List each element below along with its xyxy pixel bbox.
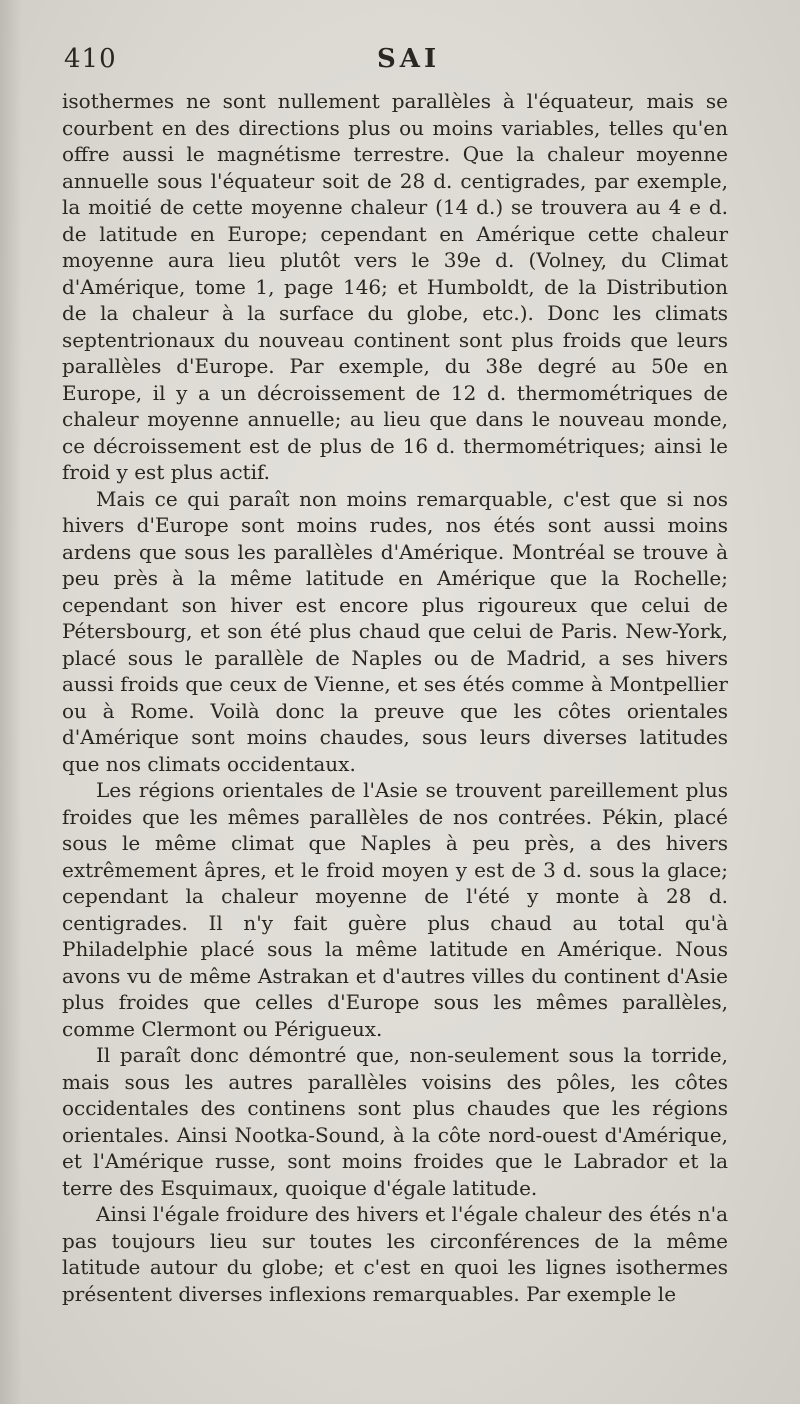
paragraph-2: Mais ce qui paraît non moins remarquable, c'est que si nos hivers d'Europe sont moins rudes, nos étés sont aussi moins ardens que sous les parallèles d'Amérique. Montréal se trouve à peu près à la même latitude en Amérique que la Rochelle; cependant son hiver est encore plus rigoureux que celui de Pétersbourg, et son été plus chaud que celui de Paris. New-York, placé sous le parallèle de Naples ou de Madrid, a ses hivers aussi froids que ceux de Vienne, et ses étés comme à Montpellier ou à Rome. Voilà donc la preuve que les côtes orientales d'Amérique sont moins chaudes, sous leurs diverses latitudes que nos climats occidentaux. (62, 486, 728, 776)
page-number: 410 (64, 44, 117, 74)
paragraph-5: Ainsi l'égale froidure des hivers et l'égale chaleur des étés n'a pas toujours lieu sur toutes les circonférences de la même latitude autour du globe; et c'est en quoi les lignes isothermes présentent diverses inflexions remarquables. Par exemple le (62, 1202, 728, 1306)
page-header (62, 44, 772, 88)
paragraph-4: Il paraît donc démontré que, non-seulement sous la torride, mais sous les autres parallèles voisins des pôles, les côtes occidentales des continens sont plus chaudes que les régions orientales. Ainsi Nootka-Sound, à la côte nord-ouest d'Amérique, et l'Amérique russe, sont moins froides que le Labrador et la terre des Esquimaux, quoique d'égale latitude. (62, 1043, 728, 1200)
paragraph-3: Les régions orientales de l'Asie se trouvent pareillement plus froides que les mêmes parallèles de nos contrées. Pékin, placé sous le même climat que Naples à peu près, a des hivers extrêmement âpres, et le froid moyen y est de 3 d. sous la glace; cependant la chaleur moyenne de l'été y monte à 28 d. centigrades. Il n'y fait guère plus chaud au total qu'à Philadelphie placé sous la même latitude en Amérique. Nous avons vu de même Astrakan et d'autres villes du continent d'Asie plus froides que celles d'Europe sous les mêmes parallèles, comme Clermont ou Périgueux. (62, 778, 728, 1041)
running-head: SAI (377, 44, 441, 74)
paragraph-1: isothermes ne sont nullement parallèles à l'équateur, mais se courbent en des directions plus ou moins variables, telles qu'en offre aussi le magnétisme terrestre. Que la chaleur moyenne annuelle sous l'équateur soit de 28 d. centigrades, par exemple, la moitié de cette moyenne chaleur (14 d.) se trouvera au 4 e d. de latitude en Europe; cependant en Amérique cette chaleur moyenne aura lieu plutôt vers le 39e d. (Volney, du Climat d'Amérique, tome 1, page 146; et Humboldt, de la Distribution de la chaleur à la surface du globe, etc.). Donc les climats septentrionaux du nouveau continent sont plus froids que leurs parallèles d'Europe. Par exemple, du 38e degré au 50e en Europe, il y a un décroissement de 12 d. thermométriques de chaleur moyenne annuelle; au lieu que dans le nouveau monde, ce décroissement est de plus de 16 d. thermométriques; ainsi le froid y est plus actif. (62, 89, 728, 484)
body-text (62, 88, 728, 1307)
